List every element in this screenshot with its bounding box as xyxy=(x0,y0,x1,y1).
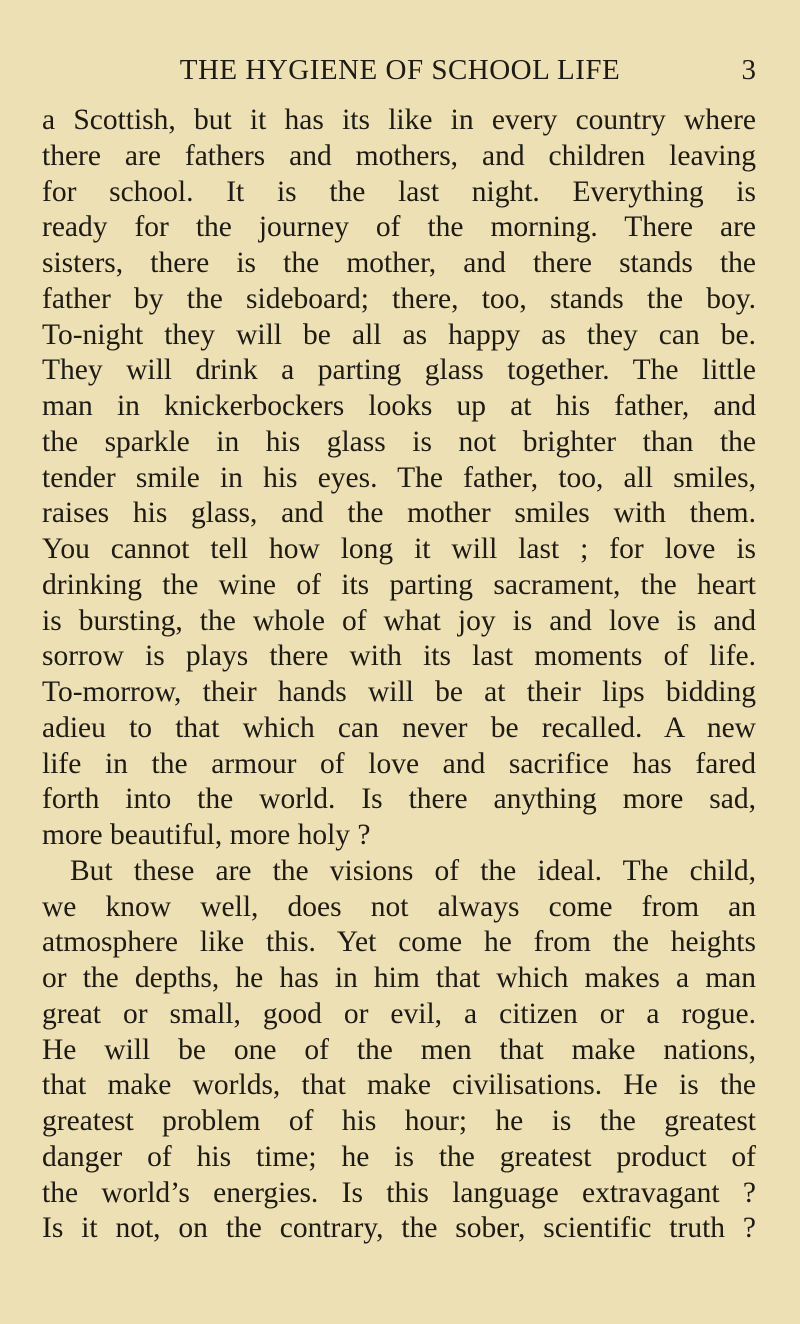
text-line: atmosphere like this. Yet come he from the heights xyxy=(42,926,756,959)
text-line: adieu to that which can never be recalled. A new xyxy=(42,711,756,744)
text-line: tender smile in his eyes. The father, too, all smiles, xyxy=(42,461,756,494)
text-line: forth into the world. Is there anything more sad, xyxy=(42,783,756,816)
text-line: sorrow is plays there with its last moments of life. xyxy=(42,640,756,673)
text-line: life in the armour of love and sacrifice has fared xyxy=(42,747,756,780)
text-line: sisters, there is the mother, and there stands the xyxy=(42,247,756,279)
text-line: man in knickerbockers looks up at his father, and xyxy=(42,390,756,422)
text-line: You cannot tell how long it will last ; for love is xyxy=(42,533,756,565)
text-line: the sparkle in his glass is not brighter than the xyxy=(42,425,756,458)
text-line: or the depths, he has in him that which makes a man xyxy=(42,962,756,994)
text-line: we know well, does not always come from an xyxy=(42,890,756,923)
text-line: greatest problem of his hour; he is the greatest xyxy=(42,1105,756,1137)
text-line: danger of his time; he is the greatest product of xyxy=(42,1140,756,1173)
running-title: THE HYGIENE OF SCHOOL LIFE xyxy=(179,54,621,86)
paragraph-end-line: more beautiful, more holy ? xyxy=(42,819,371,851)
text-line: that make worlds, that make civilisations. He is the xyxy=(42,1069,756,1102)
text-line: raises his glass, and the mother smiles with them. xyxy=(42,497,756,530)
text-line: To-night they will be all as happy as they can be. xyxy=(42,318,756,351)
text-line: ready for the journey of the morning. There are xyxy=(42,211,756,244)
paragraph-start-line: But these are the visions of the ideal. The child, xyxy=(70,854,756,887)
body-text xyxy=(42,103,756,1247)
text-line: great or small, good or evil, a citizen or a rogue. xyxy=(42,997,756,1030)
text-line: a Scottish, but it has its like in every country where xyxy=(42,104,756,136)
page-number: 3 xyxy=(741,54,756,86)
text-line: the world’s energies. Is this language extravagant ? xyxy=(42,1176,756,1209)
text-line: They will drink a parting glass together. The little xyxy=(42,354,756,387)
text-line: To-morrow, their hands will be at their lips bidding xyxy=(42,676,756,708)
text-line: father by the sideboard; there, too, stands the boy. xyxy=(42,282,756,315)
text-line: He will be one of the men that make nations, xyxy=(42,1033,756,1066)
text-line: drinking the wine of its parting sacrament, the heart xyxy=(42,568,756,601)
text-line: for school. It is the last night. Everything is xyxy=(42,175,756,208)
text-line: is bursting, the whole of what joy is and love is and xyxy=(42,604,756,637)
text-line: there are fathers and mothers, and children leaving xyxy=(42,139,756,172)
text-line: Is it not, on the contrary, the sober, scientific truth ? xyxy=(42,1212,756,1245)
